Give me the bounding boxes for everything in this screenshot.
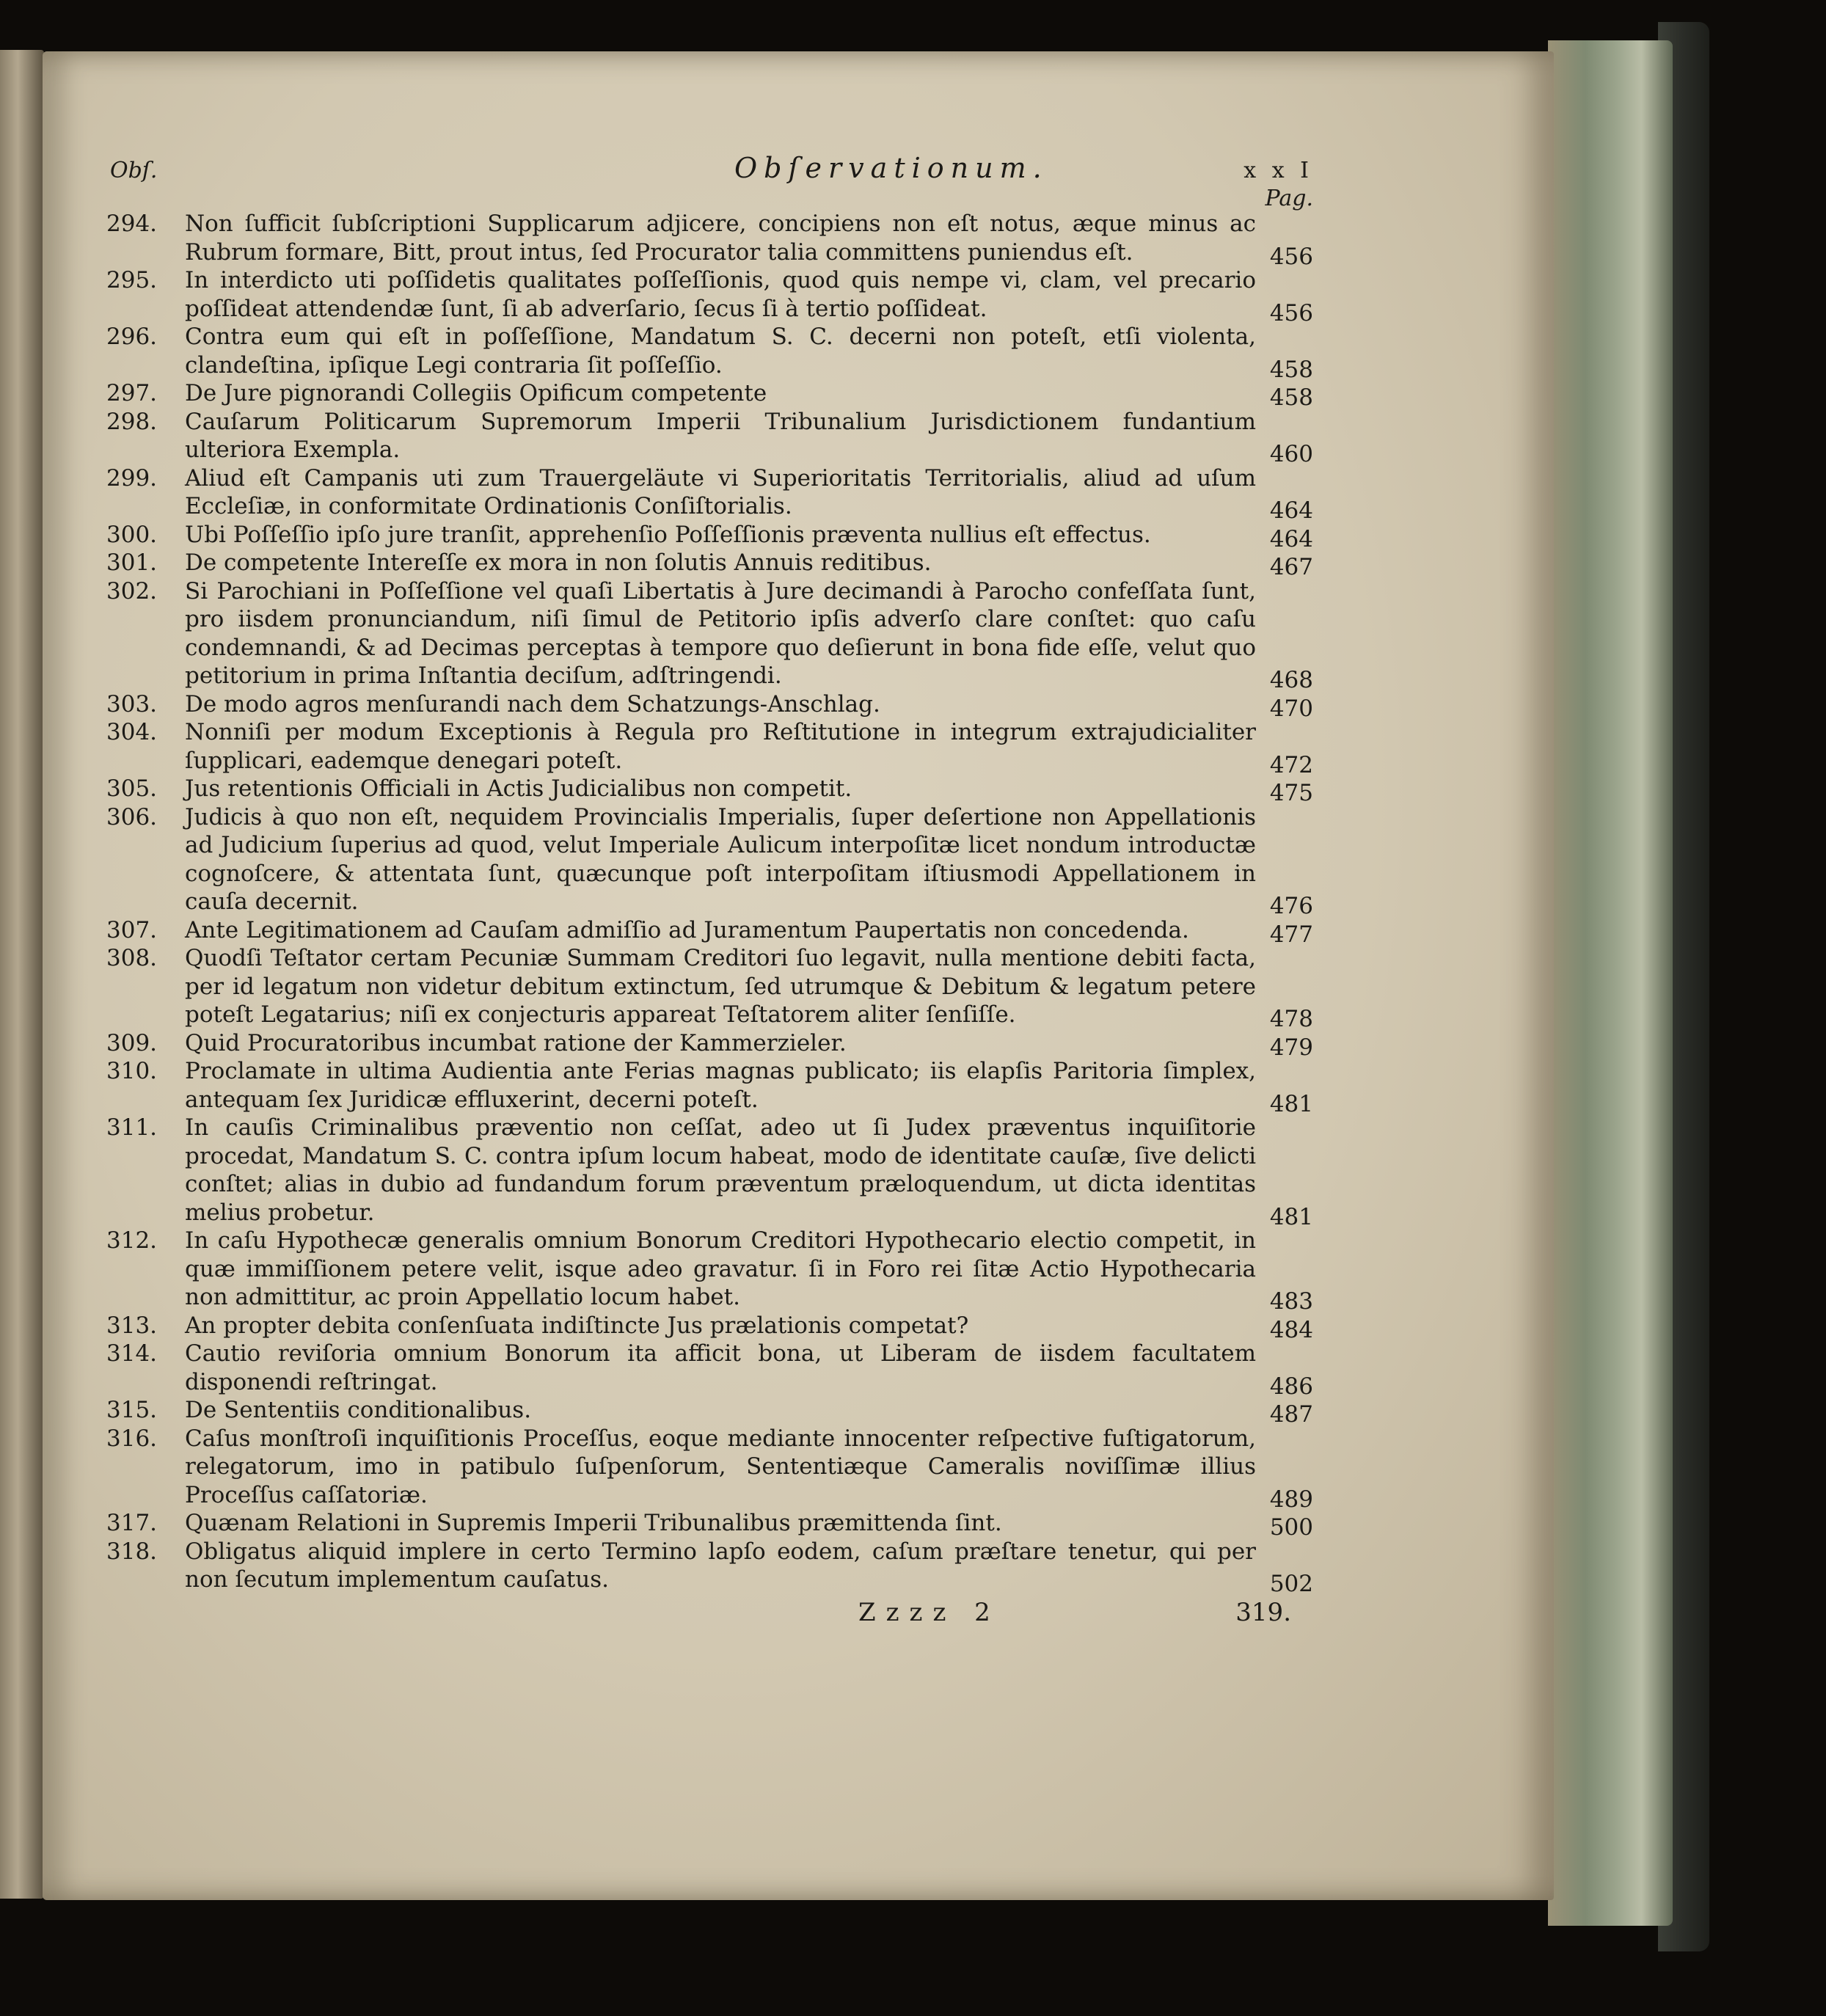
observation-text: In interdicto uti poſſidetis qualitates poſſeſſionis, quod quis nempe vi, clam, vel precario poſſideat attendendæ ſunt, ſi ab adverſario, ſecus ſi à tertio poſſideat. [185,267,1256,322]
observation-text: Judicis à quo non eſt, nequidem Provincialis Imperialis, ſuper deſertione non Appellationis ad Judicium ſuperius ad quod, velut Imperiale Aulicum interpoſitæ licet nondum introductæ cognoſcere, & attentata ſunt, quæcunque poſt interpoſitam iſtiusmodi Appellationem in cauſa decernit. [185,803,1256,915]
page-reference: 487 [1269,1401,1313,1428]
observation-text: Aliud eſt Campanis uti zum Trauergeläute vi Superioritatis Territorialis, aliud ad uſum Eccleſiæ, in conformitate Ordinationis Conſiſtorialis. [185,464,1256,519]
page-reference: 456 [1269,243,1313,270]
list-item [106,916,1313,948]
observation-text: In cauſis Criminalibus præventio non ceſſat, adeo ut ſi Judex præventus inquiſitorie procedat, Mandatum S. C. contra ipſum locum habeat, modo de identitate cauſæ, ſive delicti conſtet; alias in dubio ad fundandum forum præventum præloquendum, ut dicta identitas melius probetur. [185,1114,1256,1226]
page-reference: 486 [1269,1373,1313,1400]
list-item [106,1425,1313,1513]
list-item [106,464,1313,524]
observation-text: De modo agros menſurandi nach dem Schatzungs-Anschlag. [185,690,880,717]
list-item [106,323,1313,383]
list-item [106,266,1313,326]
list-item [106,210,1313,270]
running-header [110,152,1313,186]
observation-number: 312. [106,1227,158,1254]
observation-text: Cauſarum Politicarum Supremorum Imperii Tribunalium Jurisdictionem fundantium ulteriora Exempla. [185,408,1256,463]
observation-text: De competente Intereſſe ex mora in non ſolutis Annuis reditibus. [185,549,932,576]
page-reference: 472 [1269,751,1313,778]
observation-text: Jus retentionis Officiali in Actis Judicialibus non competit. [185,775,852,802]
page-reference: 484 [1269,1316,1313,1343]
page-reference: 464 [1269,525,1313,552]
page-reference: 470 [1269,695,1313,722]
list-item [106,1312,1313,1343]
list-item [106,379,1313,411]
list-item [106,944,1313,1032]
observation-text: In caſu Hypothecæ generalis omnium Bonorum Creditori Hypothecario electio competit, in quæ immiſſionem petere velit, isque adeo gravatur. ſi in Foro rei ſitæ Actio Hypothecaria non admittitur, ac proin Appellatio locum habet. [185,1227,1256,1310]
page-reference: 475 [1269,780,1313,806]
observation-number: 318. [106,1538,158,1565]
page-reference: 464 [1269,497,1313,524]
list-item [106,718,1313,778]
list-item [106,1057,1313,1117]
page-reference: 456 [1269,299,1313,326]
observation-text: Obligatus aliquid implere in certo Termino lapſo eodem, caſum præſtare tenetur, qui per non ſecutum implementum cauſatus. [185,1538,1256,1593]
observation-number: 304. [106,719,158,745]
list-item [106,549,1313,580]
pag-column-label: Pag. [1265,186,1313,211]
page-reference: 478 [1269,1006,1313,1032]
observation-text: Quodſi Teſtator certam Pecuniæ Summam Creditori ſuo legavit, nulla mentione debiti facta, per id legatum non videtur debitum extinctum, ſed utrumque & Debitum & legatum petere poteſt Legatarius; niſi ex conjecturis appareat Teſtatorem aliter ſenſiſſe. [185,945,1256,1028]
observation-number: 313. [106,1312,158,1339]
observation-text: De Jure pignorandi Collegiis Opificum competente [185,380,767,406]
observation-text: Si Parochiani in Poſſeſſione vel quaſi Libertatis à Jure decimandi à Parocho confeſſata ſunt, pro iisdem pronunciandum, niſi ſimul de Petitorio ipſis adverſo clare conſtet: quo caſu condemnandi, & ad Decimas perceptas à tempore quo deſierunt in bona fide eſſe, velut quo petitorium in prima Inſtantia deciſum, adſtringendi. [185,577,1256,689]
observation-text: Nonniſi per modum Exceptionis à Regula pro Reſtitutione in integrum extrajudicialiter ſupplicari, eademque denegari poteſt. [185,719,1256,774]
observation-text: Non ſufficit ſubſcriptioni Supplicarum adjicere, concipiens non eſt notus, æque minus ac Rubrum formare, Bitt, prout intus, ſed Procurator talia committens puniendus eſt. [185,211,1256,266]
observation-text: Ubi Poſſeſſio ipſo jure tranſit, apprehenſio Poſſeſſionis præventa nullius eſt effectus. [185,521,1151,548]
observation-number: 309. [106,1029,158,1056]
page-reference: 476 [1269,893,1313,919]
observation-text: Proclamate in ultima Audientia ante Ferias magnas publicato; iis elapſis Paritoria ſimplex, antequam ſex Juridicæ effluxerint, decerni poteſt. [185,1058,1256,1113]
observation-number: 314. [106,1340,158,1367]
page-reference: 481 [1269,1203,1313,1230]
page-reference: 500 [1269,1514,1313,1541]
page-reference: 479 [1269,1034,1313,1061]
page-reference: 477 [1269,921,1313,948]
page-reference: 468 [1269,667,1313,693]
observation-text: Quænam Relationi in Supremis Imperii Tribunalibus præmittenda ſint. [185,1510,1002,1536]
list-item [106,408,1313,467]
observation-text: Contra eum qui eſt in poſſeſſione, Mandatum S. C. decerni non poteſt, etſi violenta, clandeſtina, ipſique Legi contraria ſit poſſeſſio. [185,324,1256,379]
page-block-edge [1548,40,1673,1926]
list-item [106,803,1313,919]
observation-text: Quid Procuratoribus incumbat ratione der Kammerzieler. [185,1029,847,1056]
list-item [106,1029,1313,1061]
observation-number: 305. [106,775,158,802]
observation-number: 298. [106,408,158,435]
list-item [106,690,1313,722]
page-title: Obſervationum. [734,152,1048,184]
observation-number: 300. [106,521,158,548]
page-reference: 502 [1269,1571,1313,1597]
observation-number: 306. [106,803,158,830]
observation-number: 310. [106,1058,158,1084]
list-item [106,1538,1313,1597]
obs-column-label: Obſ. [110,158,158,183]
observation-number: 297. [106,380,158,406]
list-item [106,775,1313,806]
observation-number: 315. [106,1397,158,1423]
observation-number: 303. [106,690,158,717]
observation-number: 295. [106,267,158,293]
signature-mark: Zzzz 2 [858,1597,1001,1627]
list-item [106,1340,1313,1400]
observation-number: 307. [106,916,158,943]
page-reference: 460 [1269,441,1313,467]
observation-number: 299. [106,464,158,492]
list-item [106,1114,1313,1230]
observation-text: Ante Legitimationem ad Cauſam admiſſio ad Juramentum Paupertatis non concedenda. [185,916,1189,943]
observation-number: 294. [106,211,158,237]
observation-number: 317. [106,1510,158,1536]
observation-number: 308. [106,945,158,971]
observation-number: 316. [106,1425,158,1452]
observation-number: 302. [106,577,158,605]
list-item [106,1227,1313,1315]
previous-page-edge [0,50,44,1899]
page-reference: 483 [1269,1288,1313,1315]
observation-number: 301. [106,549,158,576]
observation-text: Cautio reviſoria omnium Bonorum ita afficit bona, ut Liberam de iisdem facultatem disponendi reſtringat. [185,1340,1256,1395]
list-item [106,1509,1313,1541]
observation-number: 296. [106,324,158,350]
observation-number: 311. [106,1114,158,1141]
list-item [106,577,1313,693]
page-number-roman: x x I [1243,158,1313,183]
page-reference: 458 [1269,384,1313,411]
list-item [106,1396,1313,1428]
page-text [106,152,1313,1627]
page-reference: 467 [1269,554,1313,580]
catchword: 319. [1235,1597,1291,1627]
page-reference: 481 [1269,1090,1313,1117]
page-reference: 489 [1269,1486,1313,1513]
observation-text: Caſus monſtroſi inquiſitionis Proceſſus, eoque mediante innocenter reſpective fuſtigatorum, relegatorum, imo in patibulo ſuſpenſorum, Sententiæque Cameralis noviſſimæ illius Proceſſus caſſatoriæ. [185,1425,1256,1508]
page-reference: 458 [1269,356,1313,383]
list-item [106,521,1313,552]
observation-text: De Sententiis conditionalibus. [185,1397,532,1423]
observation-text: An propter debita conſenſuata indiſtincte Jus prælationis competat? [185,1312,969,1339]
page-footer [139,1599,1313,1627]
observation-list [106,210,1313,1597]
